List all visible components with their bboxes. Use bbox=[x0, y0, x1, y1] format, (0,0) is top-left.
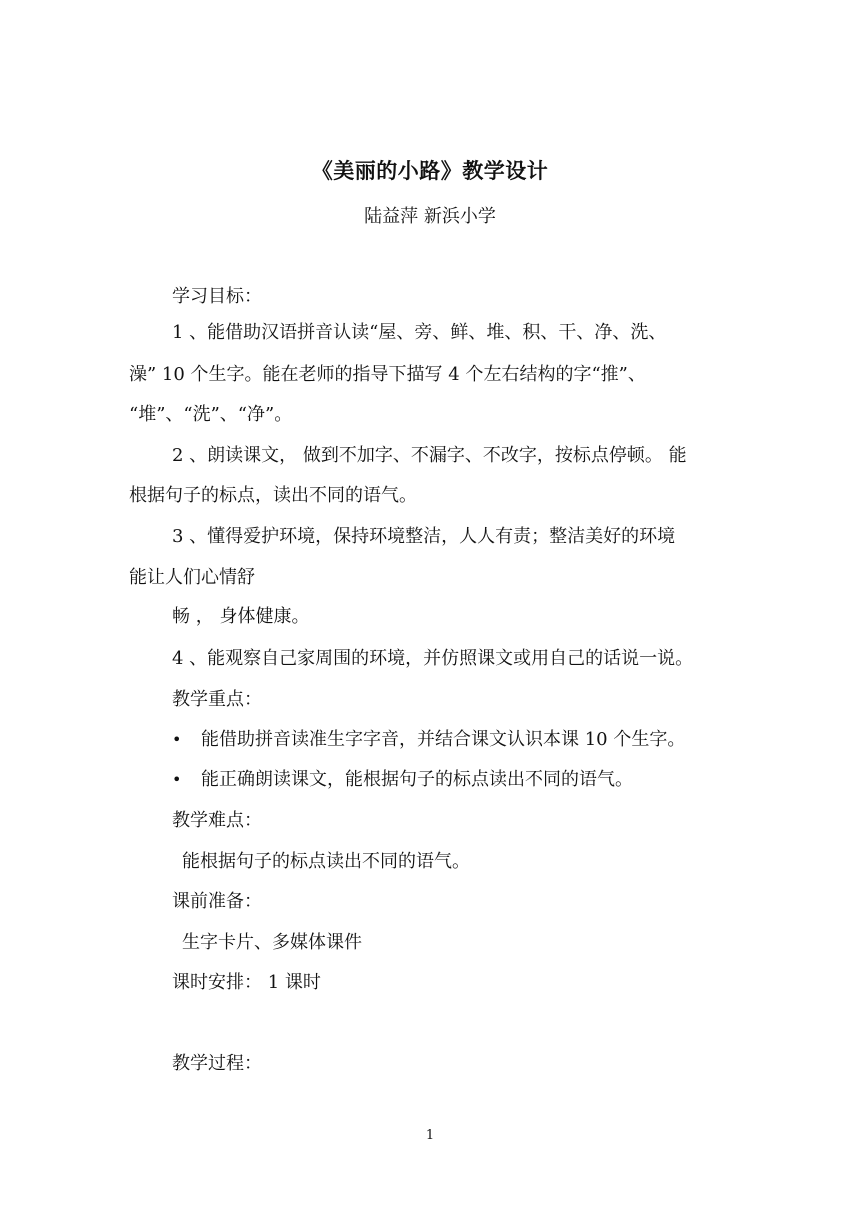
objective-4-line-1: 4 、能观察自己家周围的环境，并仿照课文或用自己的话说一说。 bbox=[172, 648, 694, 669]
key-point-1: 能借助拼音读准生字字音，并结合课文认识本课 10 个生字。 bbox=[201, 729, 686, 750]
key-point-2: 能正确朗读课文，能根据句子的标点读出不同的语气。 bbox=[201, 769, 633, 790]
objective-3-line-1: 3 、懂得爱护环境，保持环境整洁，人人有责；整洁美好的环境 bbox=[172, 526, 676, 547]
bullet-icon: • bbox=[172, 770, 182, 789]
objective-2-line-1: 2 、朗读课文， 做到不加字、不漏字、不改字，按标点停顿。 能 bbox=[172, 445, 687, 466]
objective-1-line-2: 澡” 10 个生字。能在老师的指导下描写 4 个左右结构的字“推”、 bbox=[129, 364, 646, 385]
objective-3-line-2: 能让人们心情舒 bbox=[129, 567, 255, 588]
difficulty-heading: 教学难点： bbox=[172, 810, 262, 831]
bullet-icon: • bbox=[172, 730, 182, 749]
page-number: 1 bbox=[425, 1128, 435, 1143]
objective-2-line-2: 根据句子的标点，读出不同的语气。 bbox=[129, 485, 417, 506]
schedule-line: 课时安排： 1 课时 bbox=[172, 972, 321, 993]
document-title: 《美丽的小路》教学设计 bbox=[311, 158, 549, 183]
objective-1-line-3: “堆”、“洗”、“净”。 bbox=[129, 404, 293, 425]
author-line: 陆益萍 新浜小学 bbox=[364, 206, 496, 227]
difficulty-text: 能根据句子的标点读出不同的语气。 bbox=[182, 851, 470, 872]
preparation-text: 生字卡片、多媒体课件 bbox=[182, 932, 362, 953]
objective-1-line-1: 1 、能借助汉语拼音认读“屋、旁、鲜、堆、积、干、净、洗、 bbox=[172, 322, 667, 343]
objectives-heading: 学习目标： bbox=[172, 286, 262, 307]
objective-3-line-3: 畅 ， 身体健康。 bbox=[172, 606, 310, 627]
key-points-heading: 教学重点： bbox=[172, 689, 262, 710]
preparation-heading: 课前准备： bbox=[172, 891, 262, 912]
process-heading: 教学过程： bbox=[172, 1053, 262, 1074]
